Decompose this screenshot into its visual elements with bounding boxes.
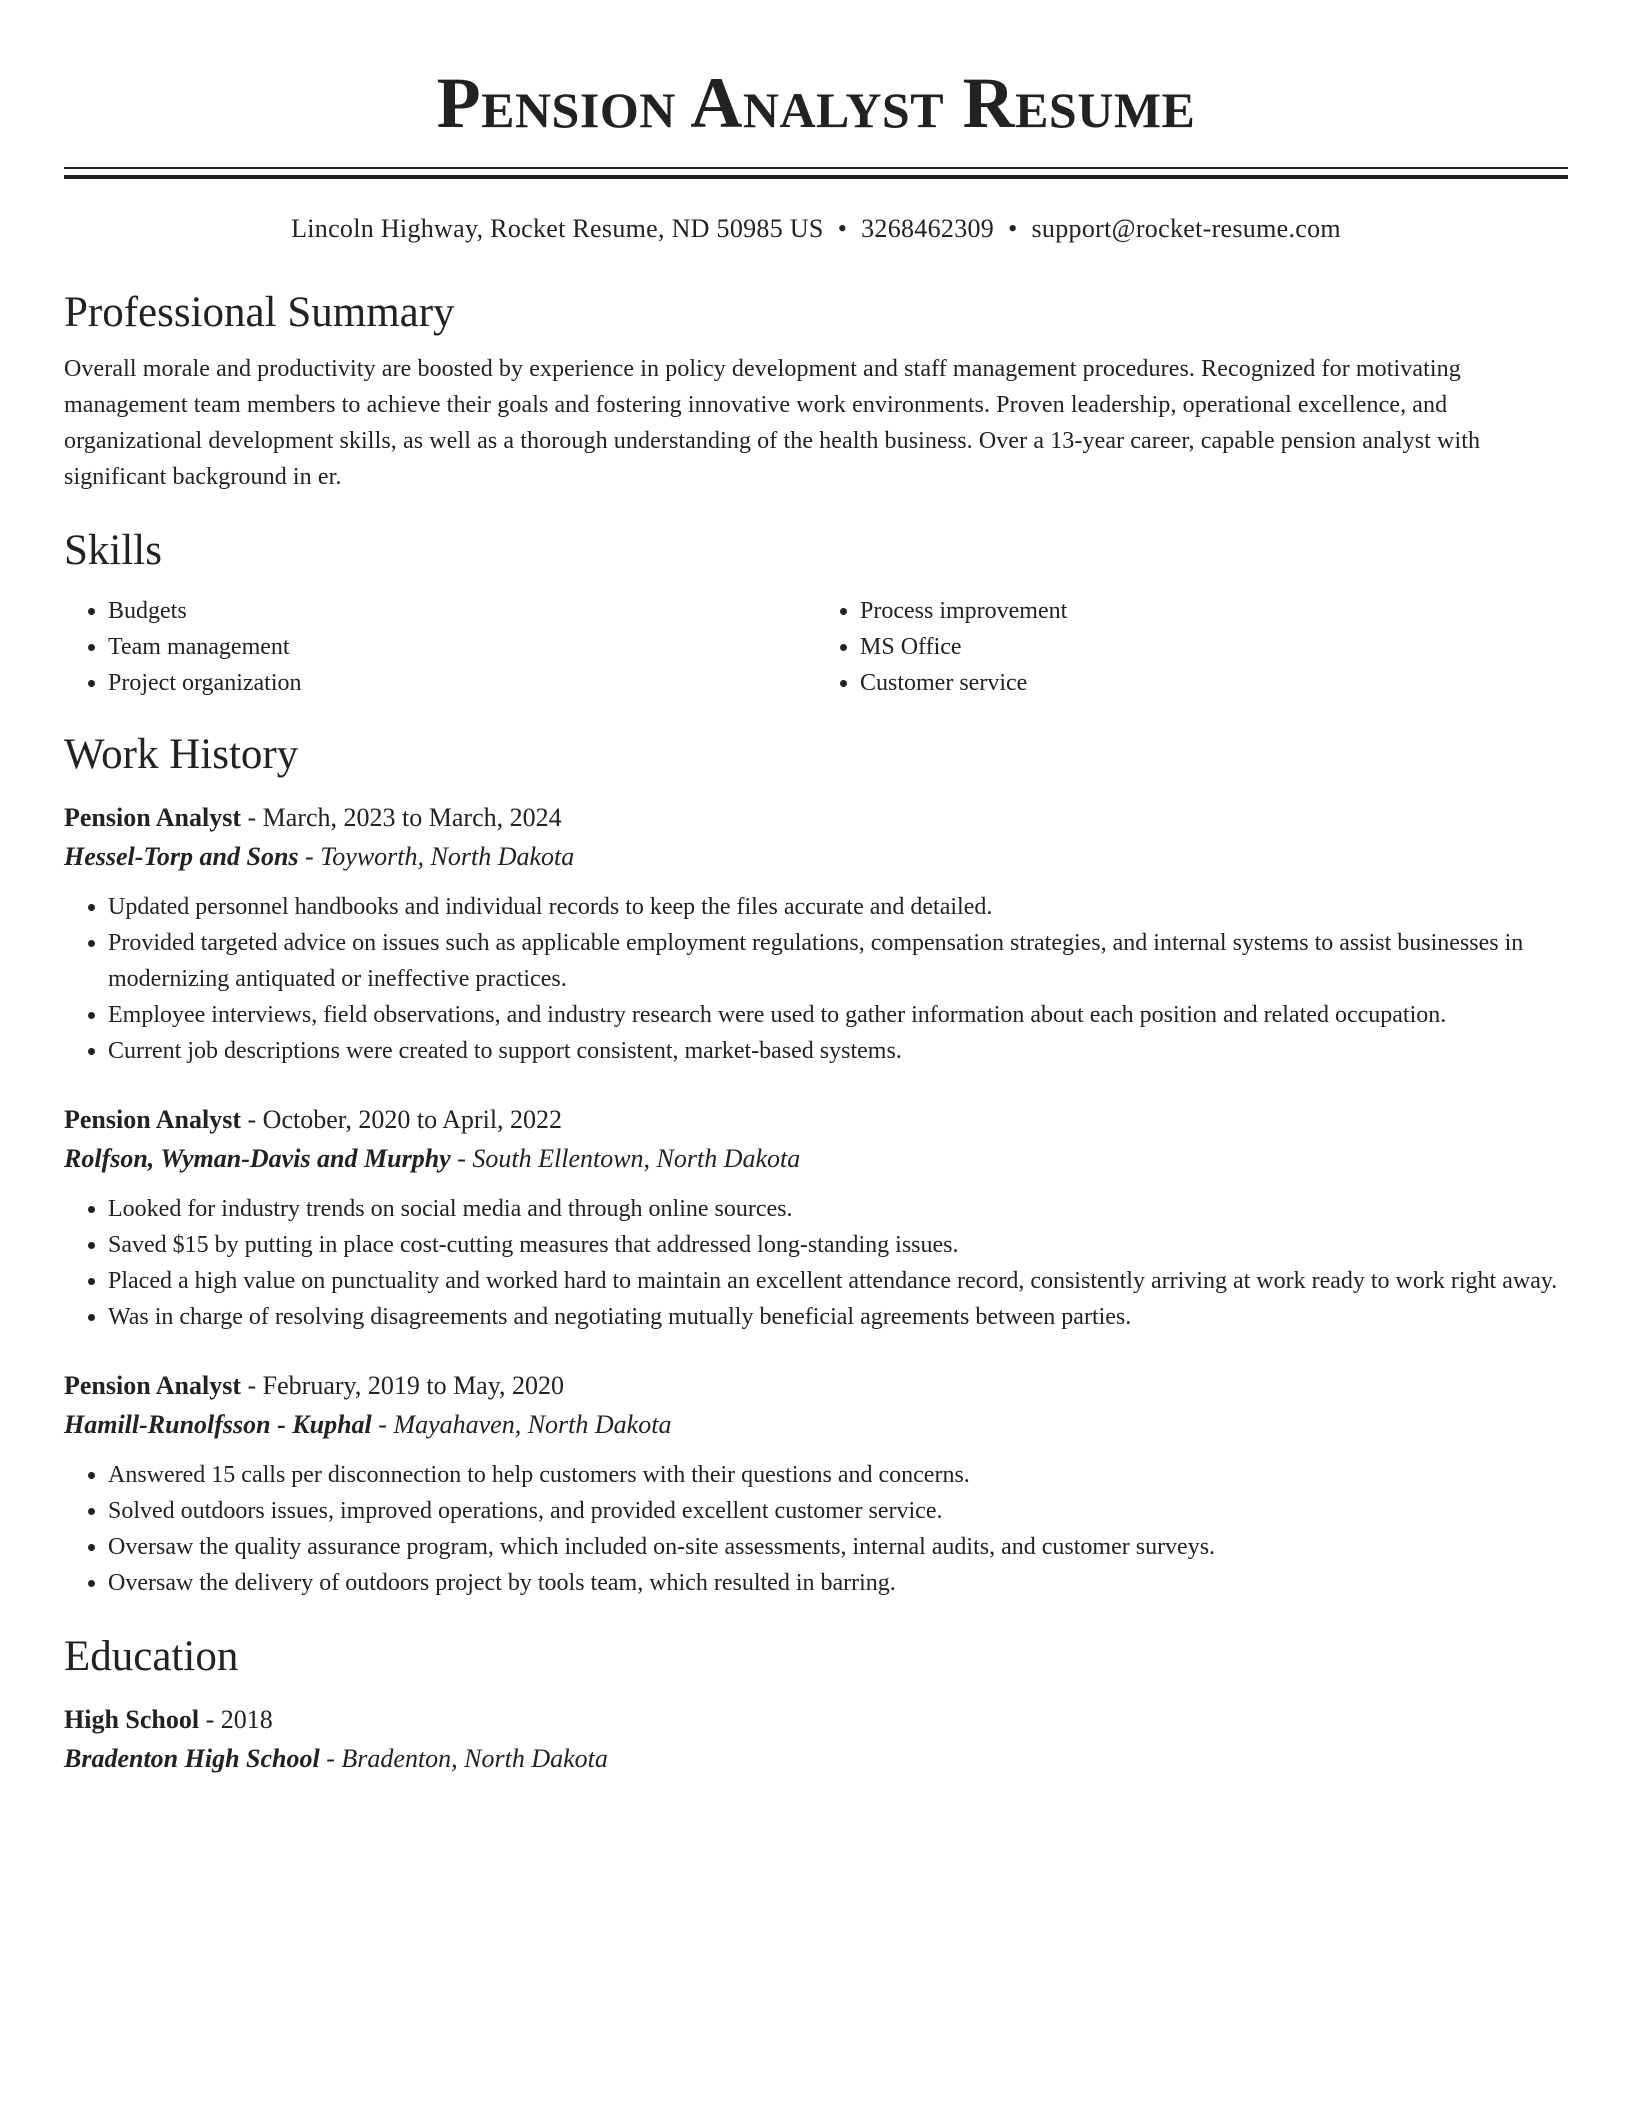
company-location: Mayahaven, North Dakota [393,1410,672,1439]
graduation-year: 2018 [220,1705,273,1734]
contact-separator: • [1008,214,1018,243]
company-name: Hessel-Torp and Sons [64,842,299,871]
work-history-section [64,727,1568,1601]
school-location: Bradenton, North Dakota [341,1744,608,1773]
company-dash: - [371,1410,394,1439]
job-duty: • Employee interviews, field observations, and industry research were used to gather information about each position and related occupation. [108,997,1568,1033]
education-section [64,1629,1568,1779]
contact-email: support@rocket-resume.com [1031,214,1341,243]
job-duty: • Updated personnel handbooks and individual records to keep the files accurate and detailed. [108,889,1568,925]
skills-grid [64,593,1568,701]
job-duty: • Placed a high value on punctuality and worked hard to maintain an excellent attendance record, consistently arriving at work ready to work right away. [108,1263,1568,1299]
degree: High School [64,1705,200,1734]
job-title-line [64,1367,1568,1405]
job-entry [64,1367,1568,1601]
skills-list-right [816,593,1568,701]
skills-list-left [64,593,816,701]
education-heading: Education [64,1633,239,1680]
job-dates: February, 2019 to May, 2020 [262,1371,565,1400]
skills-heading: Skills [64,527,162,574]
job-entry [64,799,1568,1069]
summary-heading: Professional Summary [64,289,455,336]
work-history-heading: Work History [64,731,299,778]
job-duties-list [64,1191,1568,1335]
school-name: Bradenton High School [64,1744,320,1773]
job-duty: • Oversaw the delivery of outdoors project by tools team, which resulted in barring. [108,1565,1568,1601]
job-dash: - [241,1105,263,1134]
education-entry [64,1701,1568,1779]
company-line [64,837,1568,877]
school-line [64,1739,1568,1779]
job-dash: - [241,1371,263,1400]
company-line [64,1139,1568,1179]
skills-section [64,523,1568,701]
job-dash: - [241,803,263,832]
contact-phone: 3268462309 [861,214,995,243]
skill-item: • Project organization [108,665,816,701]
job-duty: • Saved $15 by putting in place cost-cutting measures that addressed long-standing issues. [108,1227,1568,1263]
skill-item: • Budgets [108,593,816,629]
company-location: Toyworth, North Dakota [320,842,575,871]
skill-item: • Customer service [860,665,1568,701]
skill-item: • Process improvement [860,593,1568,629]
company-line [64,1405,1568,1445]
summary-section [64,285,1568,495]
job-duty: • Current job descriptions were created to support consistent, market-based systems. [108,1033,1568,1069]
degree-dash: - [199,1705,221,1734]
degree-line [64,1701,1568,1739]
resume-title: Pension Analyst Resume [436,63,1196,143]
company-name: Hamill-Runolfsson - Kuphal [64,1410,372,1439]
job-duties-list [64,1457,1568,1601]
skill-item: • Team management [108,629,816,665]
company-dash: - [450,1144,473,1173]
contact-address: Lincoln Highway, Rocket Resume, ND 50985 US [291,214,824,243]
contact-separator: • [837,214,848,243]
job-dates: March, 2023 to March, 2024 [262,803,562,832]
job-entry [64,1101,1568,1335]
summary-text: Overall morale and productivity are boosted by experience in policy development and staff management procedures. Recognized for motivating management team members to achieve their goals and fostering innovative work environments. Proven leadership, operational excellence, and organizational development skills, as well as a thorough understanding of the health business. Over a 13-year career, capable pension analyst with significant background in er. [64,356,1481,490]
job-dates: October, 2020 to April, 2022 [262,1105,563,1134]
company-name: Rolfson, Wyman-Davis and Murphy [64,1144,451,1173]
job-duty: • Answered 15 calls per disconnection to help customers with their questions and concerns. [108,1457,1568,1493]
job-title-line [64,799,1568,837]
skill-item: • MS Office [860,629,1568,665]
school-dash: - [319,1744,342,1773]
job-title: Pension Analyst [64,803,241,832]
job-duty: • Looked for industry trends on social media and through online sources. [108,1191,1568,1227]
company-location: South Ellentown, North Dakota [472,1144,801,1173]
title-double-rule [64,167,1568,179]
job-duty: • Solved outdoors issues, improved operations, and provided excellent customer service. [108,1493,1568,1529]
job-duty: • Provided targeted advice on issues such as applicable employment regulations, compensation strategies, and internal systems to assist businesses in modernizing antiquated or ineffective practices. [108,925,1568,997]
contact-line [64,211,1568,247]
job-title: Pension Analyst [64,1105,241,1134]
job-duty: • Oversaw the quality assurance program, which included on-site assessments, internal audits, and customer surveys. [108,1529,1568,1565]
job-title: Pension Analyst [64,1371,241,1400]
job-duty: • Was in charge of resolving disagreements and negotiating mutually beneficial agreements between parties. [108,1299,1568,1335]
company-dash: - [298,842,321,871]
job-title-line [64,1101,1568,1139]
job-duties-list [64,889,1568,1069]
